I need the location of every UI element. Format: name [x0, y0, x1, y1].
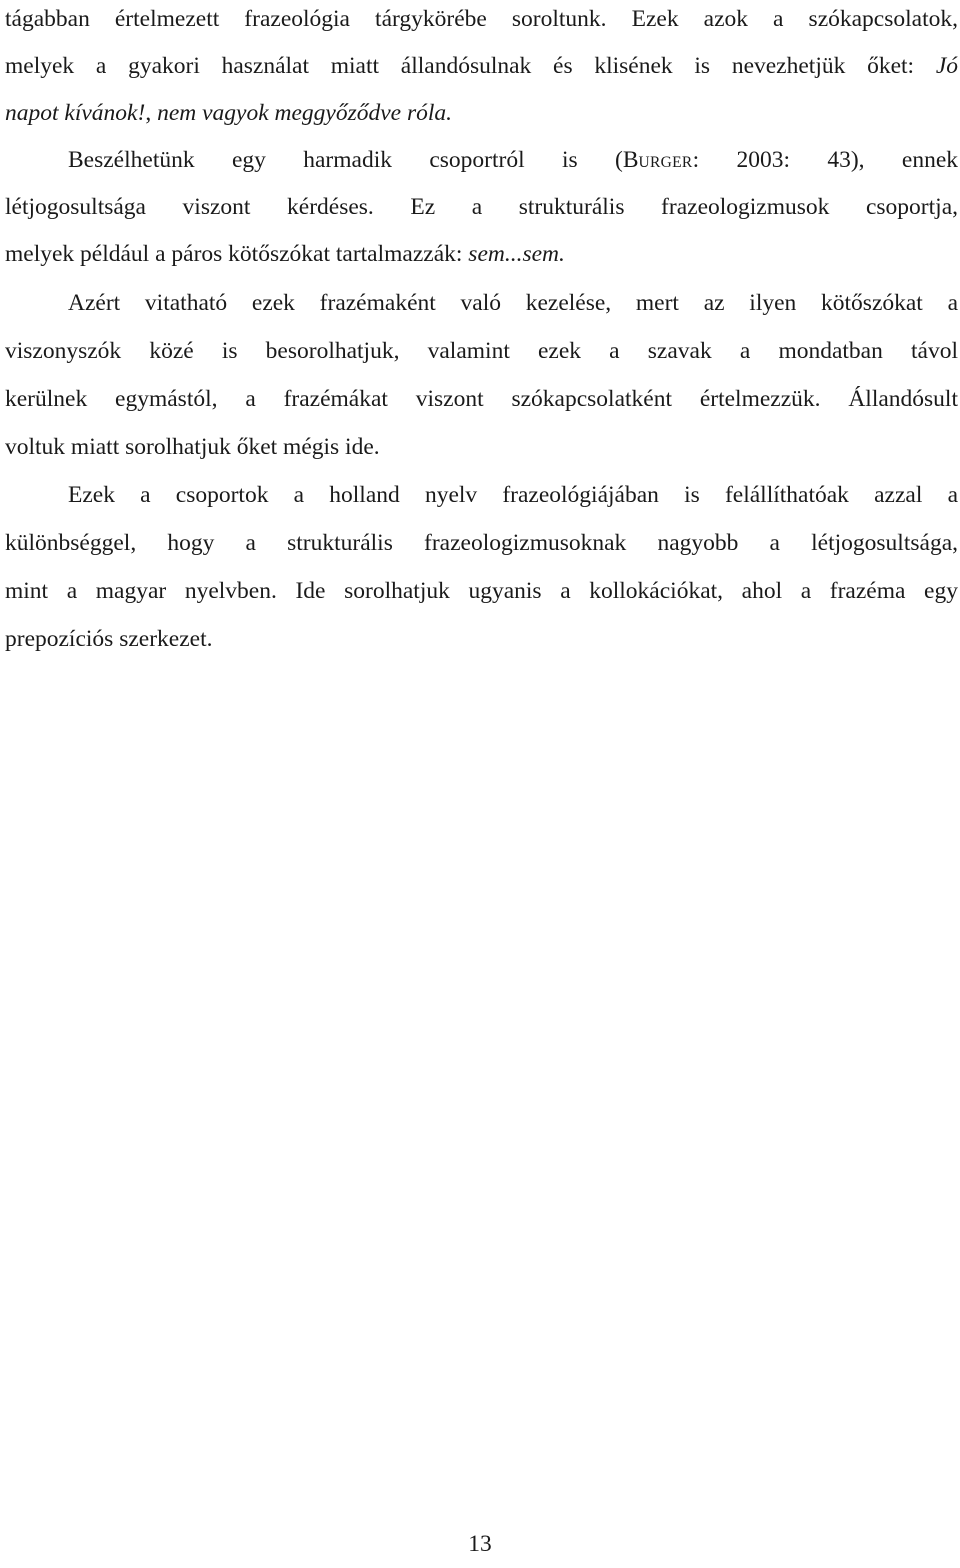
- italic-example: napot kívánok!: [5, 100, 146, 126]
- paragraph-1-line-1: [5, 0, 958, 43]
- text-run: ,: [145, 100, 152, 126]
- italic-example: sem...sem.: [468, 241, 565, 267]
- text-run: : 2003: 43), ennek: [692, 147, 958, 173]
- paragraph-3-line-1: [5, 279, 958, 327]
- italic-example: Jó: [935, 53, 959, 79]
- text-run: prepozíciós szerkezet.: [5, 626, 213, 652]
- paragraph-3-line-3: [5, 375, 958, 423]
- author-small-caps: URGER: [638, 154, 693, 171]
- text-run: mint a magyar nyelvben. Ide sorolhatjuk ugyanis a kollokációkat, ahol a frazéma egy: [5, 578, 958, 604]
- paragraph-3-line-4: [5, 423, 958, 471]
- paragraph-4-line-1: [5, 471, 958, 519]
- text-run: melyek a gyakori használat miatt állandósulnak és klisének is nevezhetjük őket:: [5, 53, 915, 79]
- text-run: létjogosultsága viszont kérdéses. Ez a strukturális frazeologizmusok csoportja,: [5, 194, 958, 220]
- paragraph-2-line-1: [5, 136, 958, 184]
- text-run: kerülnek egymástól, a frazémákat viszont szókapcsolatként értelmezzük. Állandósult: [5, 386, 958, 412]
- text-run: tágabban értelmezett frazeológia tárgykörébe soroltunk. Ezek azok a szókapcsolatok,: [5, 6, 958, 32]
- text-run: voltuk miatt sorolhatjuk őket mégis ide.: [5, 434, 380, 460]
- page-number: 13: [468, 1531, 492, 1557]
- text-run: Ezek a csoportok a holland nyelv frazeológiájában is felállíthatóak azzal a: [68, 482, 958, 508]
- paragraph-4-line-2: [5, 519, 958, 567]
- text-run: viszonyszók közé is besorolhatjuk, valamint ezek a szavak a mondatban távol: [5, 338, 958, 364]
- paragraph-1-line-3: [5, 89, 958, 137]
- text-run: Azért vitatható ezek frazémaként való kezelése, mert az ilyen kötőszókat a: [68, 290, 958, 316]
- paragraph-4-line-4: [5, 615, 958, 663]
- paragraph-2-line-2: [5, 183, 958, 231]
- paragraph-2-line-3: [5, 230, 958, 278]
- text-run: melyek például a páros kötőszókat tartalmazzák:: [5, 241, 463, 267]
- paragraph-3-line-2: [5, 327, 958, 375]
- text-run: Beszélhetünk egy harmadik csoportról is (B: [68, 147, 639, 173]
- text-run: különbséggel, hogy a strukturális frazeologizmusoknak nagyobb a létjogosultsága,: [5, 530, 958, 556]
- paragraph-1-line-2: [5, 42, 958, 90]
- italic-example: nem vagyok meggyőződve róla.: [157, 100, 453, 126]
- paragraph-4-line-3: [5, 567, 958, 615]
